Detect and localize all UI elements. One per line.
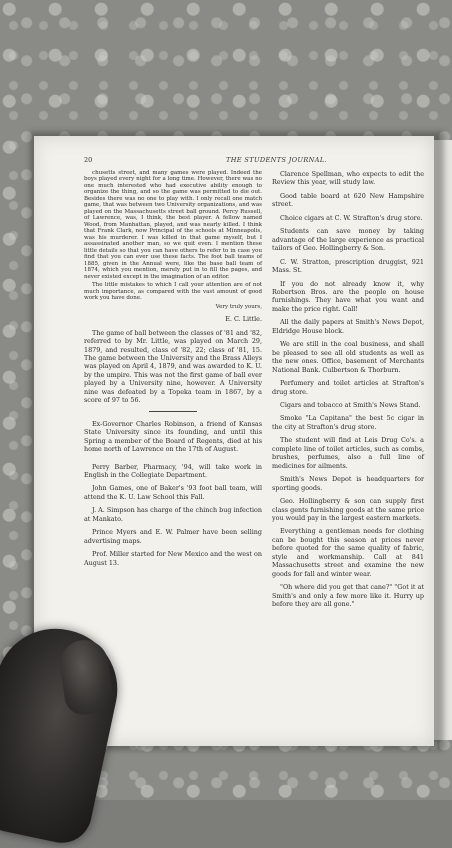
letter-signature: E. C. Little.	[225, 315, 262, 324]
notice-paragraph: C. W. Stratton, prescription druggist, 921 Mass. St.	[272, 257, 424, 275]
notice-paragraph: If you do not already know it, why Robertson Bros. are the people on house furnishings. They have what you want and make the price right. Call!	[272, 279, 424, 313]
notice-paragraph: Choice cigars at C. W. Strafton's drug store.	[280, 213, 423, 222]
article-paragraph: Perry Barber, Pharmacy, '94, will take work in English in the Collegiate Department.	[84, 462, 262, 479]
letter-closing: Very truly yours,	[215, 303, 262, 310]
notice-paragraph: We are still in the coal business, and shall be pleased to see all old students as well as the new ones. Office, basement of Merchants National Bank. Culbertson & Thorburn.	[272, 340, 424, 374]
letter-paragraph: The little mistakes to which I call your attention are of not much importance, as compared with the vast amount of good work you have done.	[84, 282, 262, 302]
article-paragraph: Prince Myers and E. W. Palmer have been selling advertising maps.	[84, 528, 262, 545]
article-paragraph: John Games, one of Baker's '93 foot ball team, will attend the K. U. Law School this Fall.	[84, 484, 262, 501]
notice-paragraph: Good table board at 620 New Hampshire street.	[272, 191, 424, 209]
article-paragraph: Ex-Governor Charles Robinson, a friend of Kansas State University since its founding, and until this Spring a member of the Board of Regents, died at his home north of Lawrence on the 17th of August.	[84, 419, 262, 454]
letter-paragraph: chusetts street, and many games were played. Indeed the boys played every night for a long time. However, there was no one much interested who had executive ability enough to organize the thing, and so the game was permitted to die out. Besides there was no one to play with. I only recall one match game, that was between two University organizations, and was played on the Massachusetts street ball ground. Percy Russell, of Lawrence, was, I think, the best player. A fellow named Wood, from Manhattan, played, and was nearly killed. I think that Frank Clark, now Principal of the schools at Minneapolis, was his murderer. I was killed in that game myself, but I assassinated another man, so we quit even. I mention these little details so that you can have others to refer to in case you find that you can ever use these facts. The foot ball teams of 1885, given in the Annual were, like the base ball team of 1874, which you mention, merely put in to fill the pages, and never existed except in the imagination of an editor.	[84, 170, 262, 280]
notice-paragraph: Geo. Hollingberry & son can supply first class gents furnishing goods at the same price you would pay in the largest eastern markets.	[272, 497, 424, 522]
left-column	[84, 170, 262, 572]
article-paragraph: The game of ball between the classes of '81 and '82, referred to by Mr. Little, was played on March 29, 1879, and resulted, class of '82, 22; class of '81, 15. The game between the University and the Brass Alleys was played on April 4, 1879, and was awarded to K. U. by the umpire. This was not the first game of ball ever played by a University nine, however. A University nine was defeated by a Topeka team in 1867, by a score of 97 to 56.	[84, 328, 262, 405]
notice-paragraph: Students can save money by taking advantage of the large experience as practical tailors of Geo. Hollingberry & Son.	[272, 227, 424, 253]
notice-paragraph: The student will find at Leis Drug Co's. a complete line of toilet articles, such as combs, brushes, perfumes, also a full line of medicines for ailments.	[272, 436, 424, 470]
notice-paragraph: Everything a gentleman needs for clothing can be bought this season at prices never before quoted for the same quality of fabric, style and workmanship. Call at 841 Massachusetts street and examine the new goods for fall and winter wear.	[272, 527, 424, 578]
notice-paragraph: Perfumery and toilet articles at Strafton's drug store.	[272, 379, 424, 396]
journal-title: THE STUDENTS JOURNAL.	[226, 156, 328, 164]
notice-paragraph: Cigars and tobacco at Smith's News Stand.	[280, 400, 421, 409]
notice-paragraph: Smith's News Depot is headquarters for sporting goods.	[272, 475, 424, 492]
section-divider	[149, 411, 197, 412]
article-paragraph: Prof. Miller started for New Mexico and the west on August 13.	[84, 550, 262, 567]
right-column	[272, 170, 424, 613]
notice-paragraph: "Oh where did you get that cane?" "Got it at Smith's and only a few more like it. Hurry up before they are all gone."	[272, 583, 424, 609]
page-number: 20	[84, 156, 93, 164]
article-paragraph: J. A. Simpson has charge of the chinch bug infection at Mankato.	[84, 506, 262, 523]
notice-paragraph: Smoke "La Capitana" the best 5c cigar in the city at Strafton's drug store.	[272, 414, 424, 431]
notice-paragraph: Clarence Spellman, who expects to edit the Review this year, will study law.	[272, 170, 424, 187]
running-head	[34, 156, 434, 168]
notice-paragraph: All the daily papers at Smith's News Depot, Eldridge House block.	[272, 318, 424, 335]
